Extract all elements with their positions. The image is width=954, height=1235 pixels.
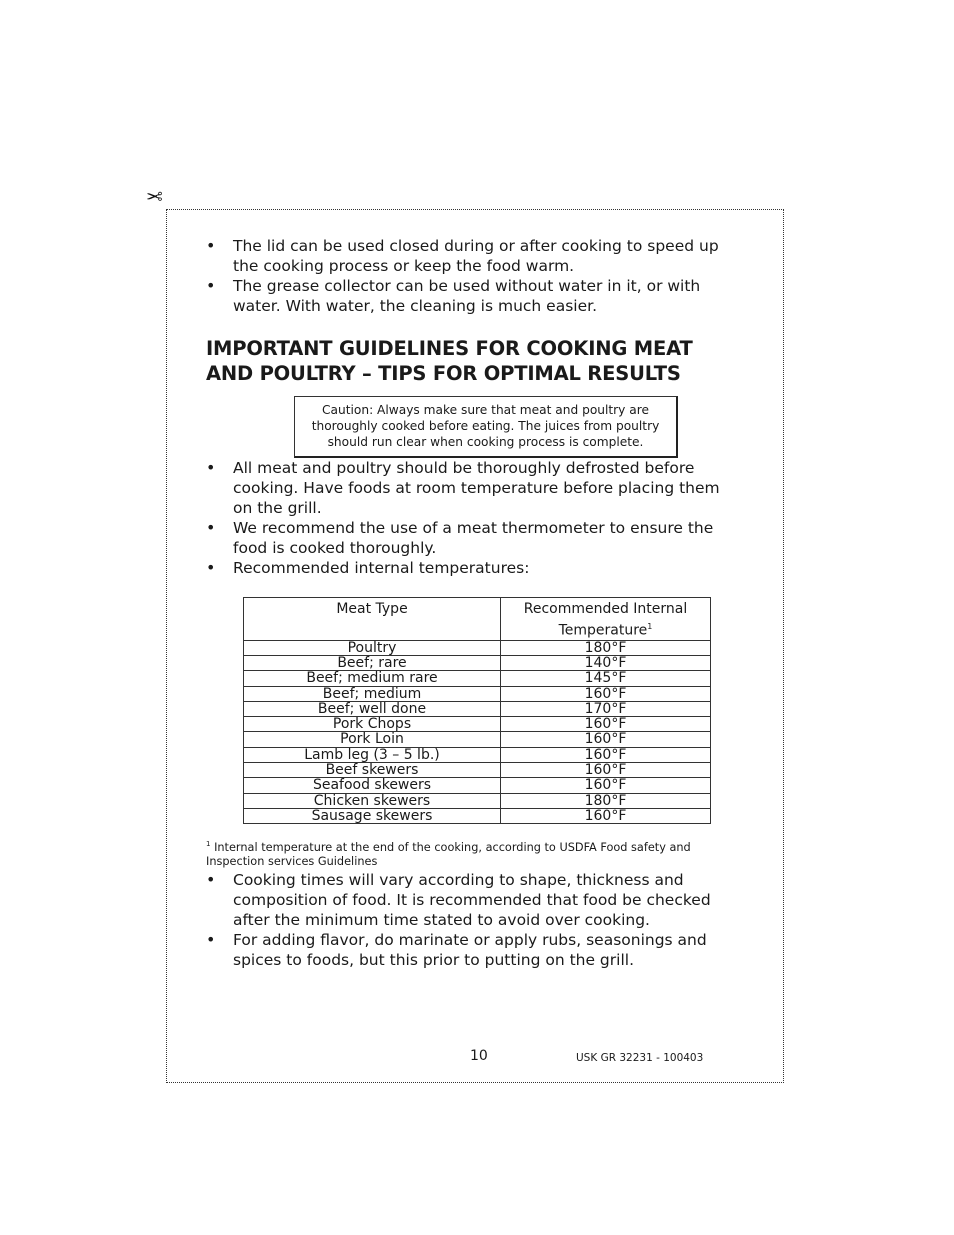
table-row: Beef skewers 160°F bbox=[244, 763, 711, 778]
section-heading: IMPORTANT GUIDELINES FOR COOKING MEAT AND POULTRY – TIPS FOR OPTIMAL RESULTS bbox=[206, 337, 693, 385]
table-row: Beef; rare 140°F bbox=[244, 655, 711, 670]
bullet-list-middle bbox=[206, 458, 736, 578]
header-temperature: Recommended Internal Temperature$^1$ bbox=[501, 598, 711, 641]
table-row: Lamb leg (3 – 5 lb.) 160°F bbox=[244, 747, 711, 762]
table-footnote: $^1$ Internal temperature at the end of the cooking, according to USDFA Food safety and Inspection services Guidelines bbox=[206, 840, 691, 869]
temperature-table bbox=[243, 597, 711, 824]
document-code: USK GR 32231 - 100403 bbox=[576, 1052, 704, 1064]
table-row: Beef; medium rare 145°F bbox=[244, 671, 711, 686]
table-row: Beef; medium 160°F bbox=[244, 686, 711, 701]
page-number: 10 bbox=[470, 1048, 488, 1064]
table-row: Poultry 180°F bbox=[244, 640, 711, 655]
list-item: • We recommend the use of a meat thermometer to ensure the food is cooked thoroughly. bbox=[206, 518, 736, 558]
list-item: • For adding flavor, do marinate or apply rubs, seasonings and spices to foods, but this prior to putting on the grill. bbox=[206, 930, 736, 970]
list-item: • The grease collector can be used without water in it, or with water. With water, the cleaning is much easier. bbox=[206, 276, 736, 316]
table-header-row bbox=[244, 598, 711, 641]
table-row: Sausage skewers 160°F bbox=[244, 808, 711, 823]
list-item: • The lid can be used closed during or after cooking to speed up the cooking process or keep the food warm. bbox=[206, 236, 736, 276]
table-row: Beef; well done 170°F bbox=[244, 701, 711, 716]
caution-box: Caution: Always make sure that meat and poultry are thoroughly cooked before eating. The juices from poultry should run clear when cooking process is complete. bbox=[294, 396, 678, 458]
header-meat-type: Meat Type bbox=[244, 598, 501, 641]
bullet-list-bottom bbox=[206, 870, 736, 970]
list-item: • Recommended internal temperatures: bbox=[206, 558, 736, 578]
list-item: • Cooking times will vary according to shape, thickness and composition of food. It is recommended that food be checked after the minimum time stated to avoid over cooking. bbox=[206, 870, 736, 930]
table-row: Seafood skewers 160°F bbox=[244, 778, 711, 793]
table-row: Pork Loin 160°F bbox=[244, 732, 711, 747]
table-row: Chicken skewers 180°F bbox=[244, 793, 711, 808]
bullet-list-top bbox=[206, 236, 736, 316]
page-content bbox=[206, 236, 736, 970]
table-row: Pork Chops 160°F bbox=[244, 717, 711, 732]
scissors-icon: ✂ bbox=[146, 184, 163, 208]
list-item: • All meat and poultry should be thoroughly defrosted before cooking. Have foods at room temperature before placing them on the grill. bbox=[206, 458, 736, 518]
